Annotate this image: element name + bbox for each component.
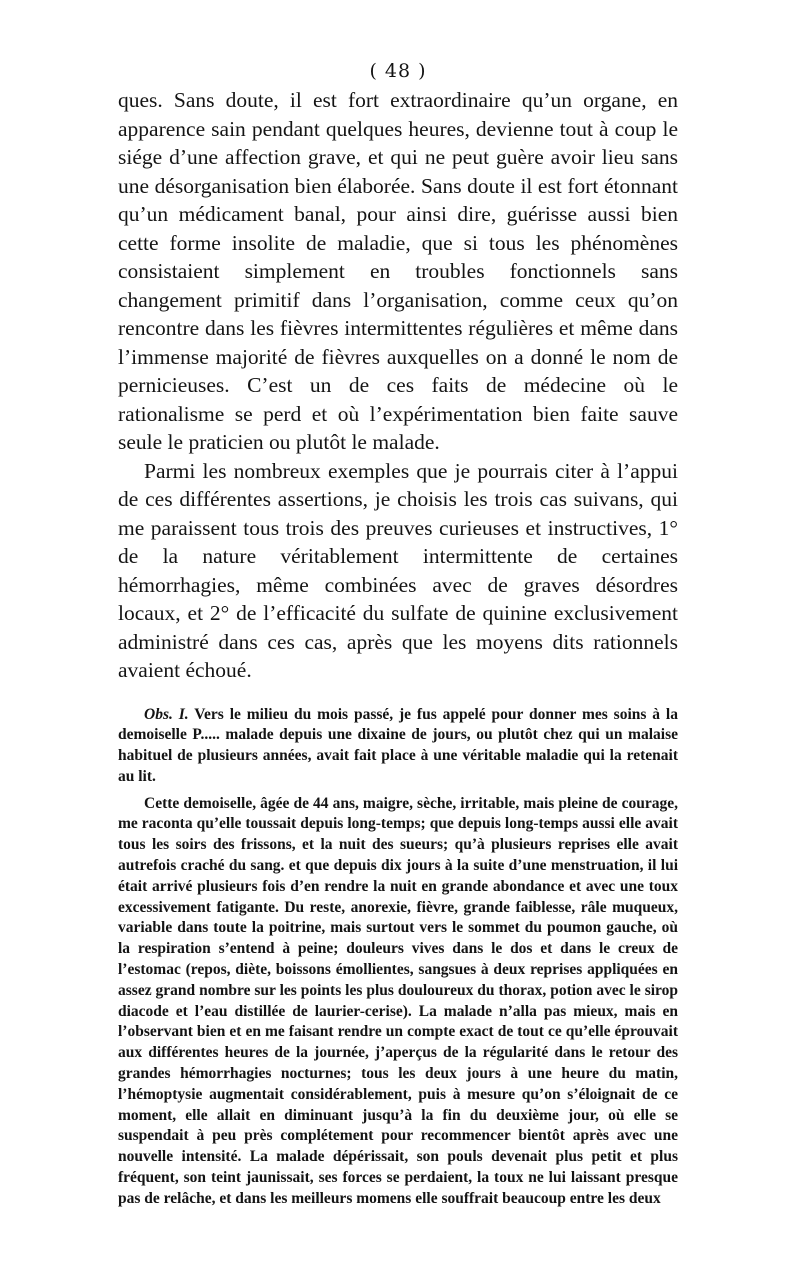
observation-paragraph-intro bbox=[118, 705, 678, 788]
observation-paragraph-case: Cette demoiselle, âgée de 44 ans, maigre, sèche, irritable, mais pleine de courage, me raconta qu’elle toussait depuis long-temps; que depuis long-temps aussi elle avait tous les soirs des frissons, et la nuit des sueurs; qu’à plusieurs reprises elle avait autrefois craché du sang. et que depuis dix jours à la suite d’une menstruation, il lui était arrivé plusieurs fois d’en rendre la nuit en grande abondance et avec une toux excessivement fatigante. Du reste, anorexie, fièvre, grande faiblesse, râle muqueux, variable dans toute la poitrine, mais surtout vers le sommet du poumon gauche, où la respiration s’entend à peine; douleurs vives dans le dos et dans le creux de l’estomac (repos, diète, boissons émollientes, sangsues à deux reprises appliquées en assez grand nombre sur les points les plus douloureux du thorax, potion avec le sirop diacode et l’eau distillée de laurier-cerise). La malade n’alla pas mieux, mais en l’observant bien et en me faisant rendre un compte exact de tout ce qu’elle éprouvait aux différentes heures de la journée, j’aperçus de la régularité dans le retour des grandes hémorrhagies nocturnes; tous les deux jours à une heure du matin, l’hémoptysie augmentait considérablement, puis à mesure qu’on s’éloignait de ce moment, elle allait en diminuant jusqu’à la fin du deuxième jour, où elle se suspendait à peu près complétement pour recommencer bientôt après avec une nouvelle intensité. La malade dépérissait, son pouls devenait plus petit et plus fréquent, son teint jaunissait, ses forces se perdaient, la toux ne lui laissant presque pas de relâche, et dans les meilleurs momens elle souffrait beaucoup entre les deux bbox=[118, 794, 678, 1207]
page-number: ( 48 ) bbox=[369, 60, 427, 82]
observation-intro-text: Vers le milieu du mois passé, je fus appelé pour donner mes soins à la demoiselle P..... malade depuis une dixaine de jours, ou plutôt chez qui un malaise habituel de plusieurs années, avait fait place à une véritable maladie qui la retenait au lit. bbox=[118, 705, 678, 785]
observation-section bbox=[118, 705, 678, 1210]
paragraph-examples: Parmi les nombreux exemples que je pourrais citer à l’appui de ces différentes assertions, je choisis les trois cas suivans, qui me paraissent tous trois des preuves curieuses et instructives, 1° de la nature véritablement intermittente de certaines hémorrhagies, même combinées avec de graves désordres locaux, et 2° de l’efficacité du sulfate de quinine exclusivement administré dans ces cas, après que les moyens dits rationnels avaient échoué. bbox=[118, 458, 678, 682]
paragraph-continuation: ques. Sans doute, il est fort extraordinaire qu’un organe, en apparence sain pendant quelques heures, devienne tout à coup le siége d’une affection grave, et qui ne peut guère avoir lieu sans une désorganisation bien élaborée. Sans doute il est fort étonnant qu’un médicament banal, pour ainsi dire, guérisse aussi bien cette forme insolite de maladie, que si tous les phénomènes consistaient simplement en troubles fonctionnels sans changement primitif dans l’organisation, comme ceux qu’on rencontre dans les fièvres intermittentes régulières et même dans l’immense majorité de fièvres auxquelles on a donné le nom de pernicieuses. C’est un de ces faits de médecine où le rationalisme se perd et où l’expérimentation bien faite sauve seule le praticien ou plutôt le malade. bbox=[118, 88, 678, 454]
observation-label: Obs. I. bbox=[144, 705, 189, 723]
book-page bbox=[118, 58, 678, 1216]
main-text bbox=[118, 86, 678, 685]
